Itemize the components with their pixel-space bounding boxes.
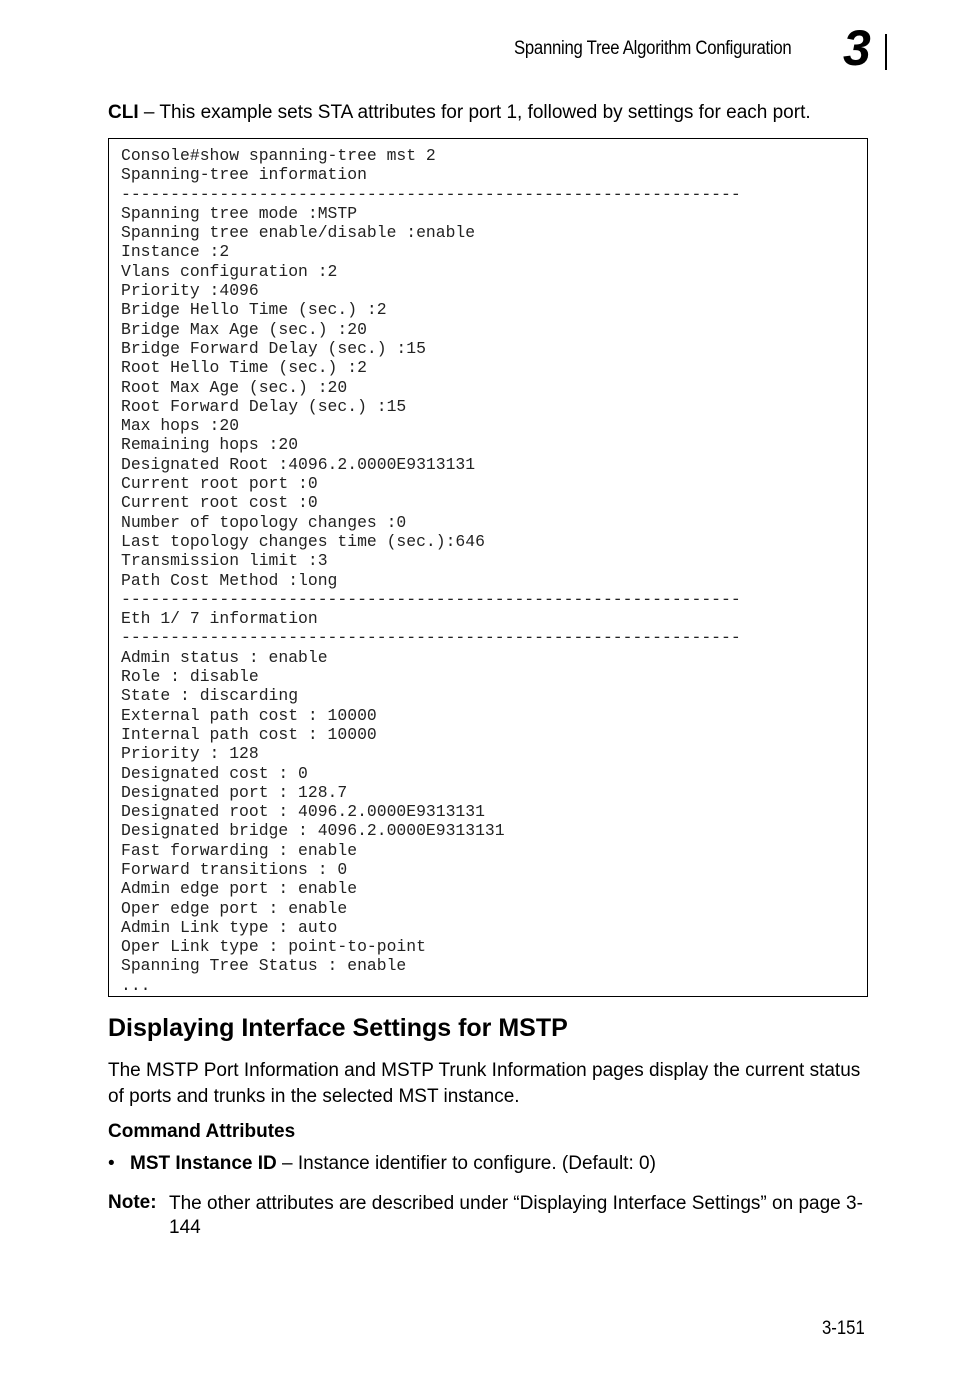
code-line: Current root port :0 <box>121 474 318 494</box>
cli-code-block <box>121 146 741 995</box>
code-line: Role : disable <box>121 667 259 687</box>
code-line: Internal path cost : 10000 <box>121 724 377 744</box>
code-line: Spanning-tree information <box>121 165 367 185</box>
section-paragraph: The MSTP Port Information and MSTP Trunk Information pages display the current status of ports and trunks in the selected MST instance. <box>108 1060 861 1107</box>
code-line: Admin status : enable <box>121 647 328 667</box>
code-line: Number of topology changes :0 <box>121 512 407 532</box>
code-line: Root Hello Time (sec.) :2 <box>121 358 367 378</box>
code-line: Root Forward Delay (sec.) :15 <box>121 396 407 416</box>
code-line: State : discarding <box>121 686 299 706</box>
code-line: Instance :2 <box>121 242 230 262</box>
chapter-number: 3 <box>843 20 871 76</box>
page-number: 3-151 <box>822 1318 865 1339</box>
code-line: Spanning Tree Status : enable <box>121 956 407 976</box>
code-line: Designated port : 128.7 <box>121 782 348 802</box>
code-line: Max hops :20 <box>121 416 240 436</box>
header-title: Spanning Tree Algorithm Configuration <box>514 38 792 59</box>
section-title: Displaying Interface Settings for MSTP <box>108 1014 568 1042</box>
code-line: Designated root : 4096.2.0000E9313131 <box>121 802 485 822</box>
code-line: Designated bridge : 4096.2.0000E9313131 <box>121 821 505 841</box>
code-line: Eth 1/ 7 information <box>121 609 318 629</box>
cli-example-box <box>108 138 868 997</box>
code-line: Admin edge port : enable <box>121 879 358 899</box>
bullet-marker: • <box>108 1153 115 1174</box>
code-line: ... <box>121 975 151 995</box>
code-line: Admin Link type : auto <box>121 917 338 937</box>
code-line: Bridge Max Age (sec.) :20 <box>121 319 367 339</box>
code-line: --------------------------------------------------------------- <box>121 589 741 609</box>
code-line: Designated Root :4096.2.0000E9313131 <box>121 454 476 474</box>
code-line: Fast forwarding : enable <box>121 840 358 860</box>
code-line: Bridge Hello Time (sec.) :2 <box>121 300 387 320</box>
cli-intro <box>108 102 888 124</box>
cli-intro-text: – This example sets STA attributes for port 1, followed by settings for each port. <box>138 102 811 123</box>
code-line: Priority :4096 <box>121 281 259 301</box>
code-line: Current root cost :0 <box>121 493 318 513</box>
command-attributes-heading: Command Attributes <box>108 1121 296 1142</box>
code-line: Vlans configuration :2 <box>121 261 338 281</box>
code-line: Spanning tree enable/disable :enable <box>121 223 476 243</box>
code-line: --------------------------------------------------------------- <box>121 628 741 648</box>
chapter-divider <box>885 34 887 70</box>
code-line: External path cost : 10000 <box>121 705 377 725</box>
code-line: Transmission limit :3 <box>121 551 328 571</box>
bullet-term: MST Instance ID <box>130 1153 277 1174</box>
code-line: Designated cost : 0 <box>121 763 308 783</box>
note-text: The other attributes are described under “Displaying Interface Settings” on page 3-144 <box>169 1193 863 1238</box>
code-line: Oper edge port : enable <box>121 898 348 918</box>
cli-label: CLI <box>108 102 139 123</box>
code-line: Forward transitions : 0 <box>121 859 348 879</box>
code-line: Path Cost Method :long <box>121 570 338 590</box>
bullet-text: – Instance identifier to configure. (Default: 0) <box>276 1153 656 1174</box>
note-label: Note: <box>108 1192 157 1213</box>
code-line: --------------------------------------------------------------- <box>121 184 741 204</box>
bullet-item-mst-instance-id <box>108 1153 888 1175</box>
code-line: Last topology changes time (sec.):646 <box>121 531 485 551</box>
code-line: Remaining hops :20 <box>121 435 299 455</box>
code-line: Priority : 128 <box>121 744 259 764</box>
code-line: Console#show spanning-tree mst 2 <box>121 146 436 165</box>
code-line: Oper Link type : point-to-point <box>121 937 426 957</box>
code-line: Root Max Age (sec.) :20 <box>121 377 348 397</box>
code-line: Spanning tree mode :MSTP <box>121 203 358 223</box>
code-line: Bridge Forward Delay (sec.) :15 <box>121 338 426 358</box>
